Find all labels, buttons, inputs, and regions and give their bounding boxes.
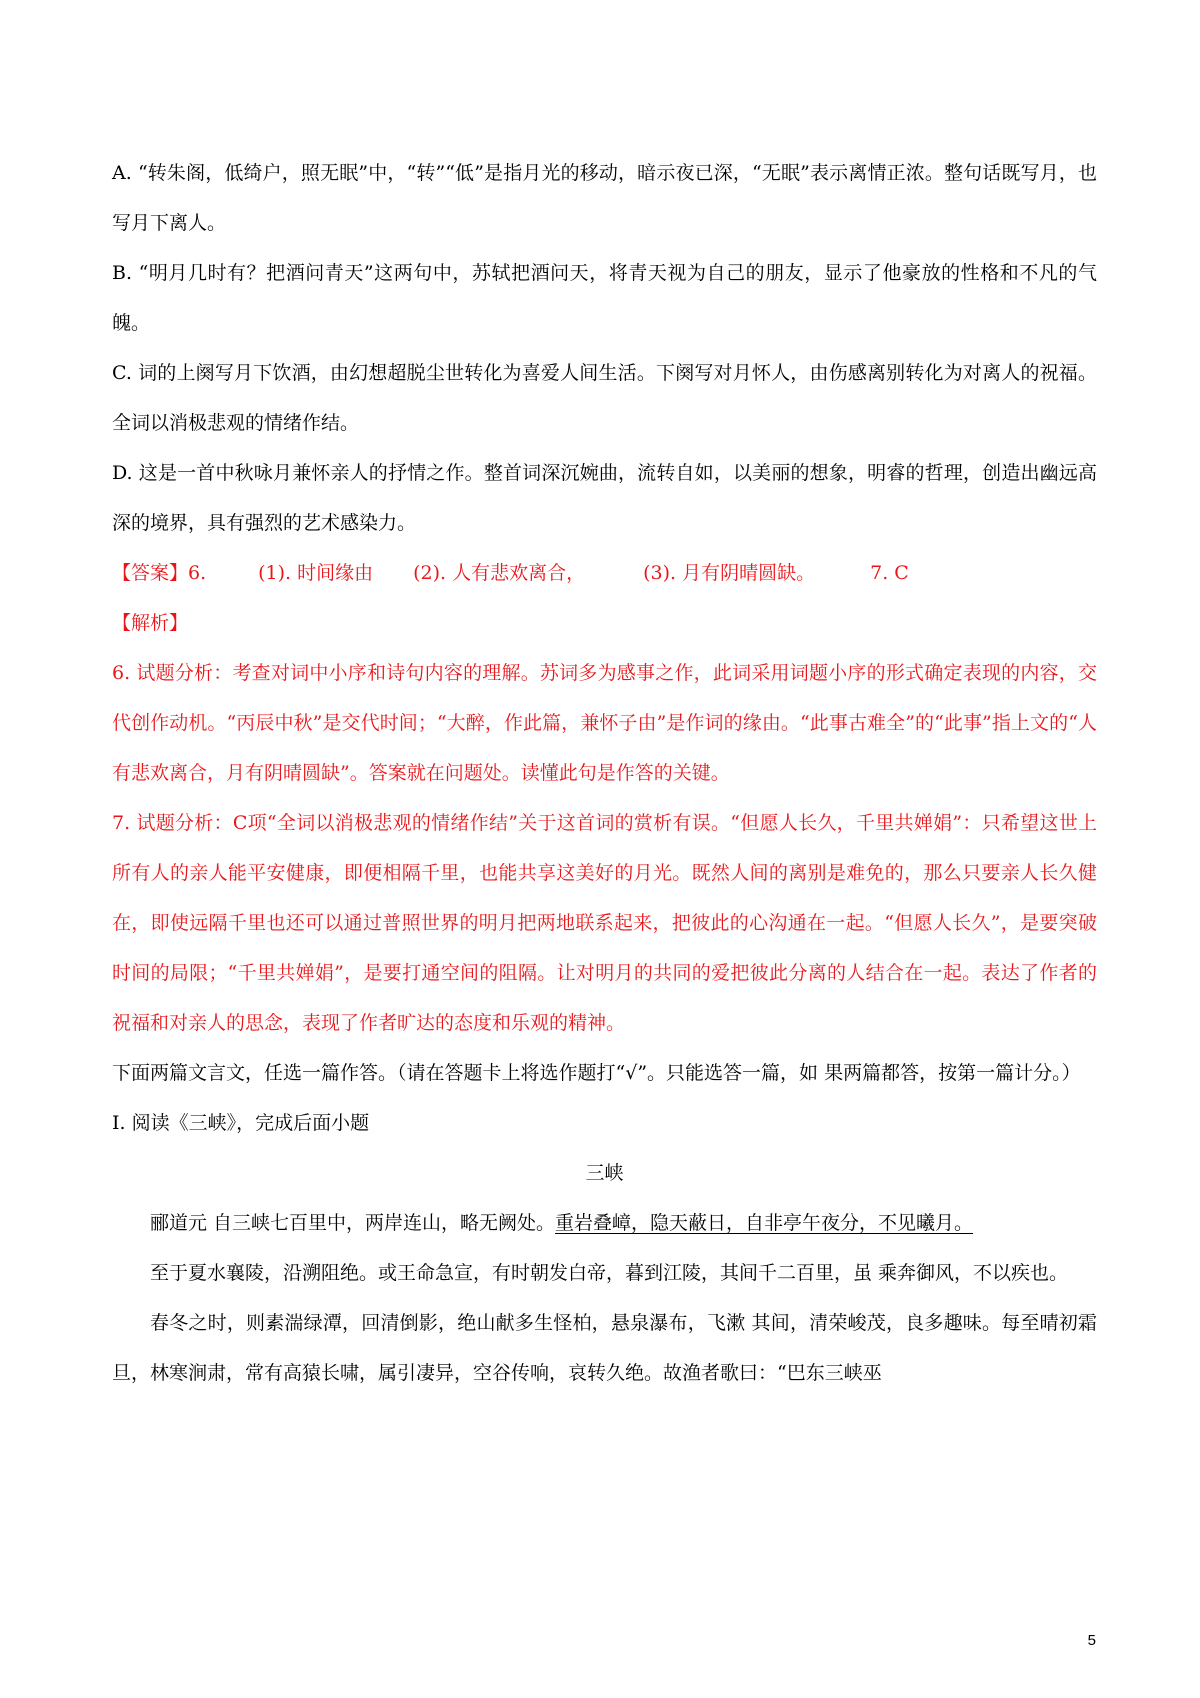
answer-item-4: 7. C [870, 562, 909, 584]
passage-p1-underlined: 重岩叠嶂，隐天蔽日，自非亭午夜分，不见曦月。 [555, 1212, 974, 1234]
answer-item-2: (2). 人有悲欢离合， [413, 562, 586, 584]
analysis-q7: 7. 试题分析：C项“全词以消极悲观的情绪作结”关于这首词的赏析有误。“但愿人长久，千里共婵娟”：只希望这世上所有人的亲人能平安健康，即便相隔千里，也能共享这美好的月光。既然人间的离别是难免的，那么只要亲人长久健在，即使远隔千里也还可以通过普照世界的明月把两地联系起来，把彼此的心沟通在一起。“但愿人长久”，是要突破时间的局限；“千里共婵娟”，是要打通空间的阻隔。让对明月的共同的爱把彼此分离的人结合在一起。表达了作者的祝福和对亲人的思念，表现了作者旷达的态度和乐观的精神。 [112, 812, 1097, 1034]
answer-item-3: (3). 月有阴晴圆缺。 [643, 562, 816, 584]
option-b: B. “明月几时有？把酒问青天”这两句中，苏轼把酒问天，将青天视为自己的朋友，显示了他豪放的性格和不凡的气魄。 [112, 262, 1097, 334]
passage-p1-plain: 郦道元 自三峡七百里中，两岸连山，略无阙处。 [150, 1212, 556, 1234]
instruction-text: 下面两篇文言文，任选一篇作答。（请在答题卡上将选作题打“√”。只能选答一篇，如 果两篇都答，按第一篇计分。） [112, 1062, 1081, 1084]
passage-title: 三峡 [585, 1162, 624, 1184]
answer-item-1: (1). 时间缘由 [258, 562, 374, 584]
page-content [112, 148, 1097, 1398]
answer-line [112, 548, 1097, 598]
passage-paragraph-2: 至于夏水襄陵，沿溯阻绝。或王命急宣，有时朝发白帝，暮到江陵，其间千二百里，虽 乘奔御风，不以疾也。 [150, 1262, 1069, 1284]
option-a: A. “转朱阁，低绮户，照无眠”中，“转”“低”是指月光的移动，暗示夜已深，“无眠”表示离情正浓。整句话既写月，也写月下离人。 [112, 162, 1097, 234]
option-c: C. 词的上阕写月下饮酒，由幻想超脱尘世转化为喜爱人间生活。下阕写对月怀人，由伤感离别转化为对离人的祝福。全词以消极悲观的情绪作结。 [112, 362, 1097, 434]
passage-paragraph-1 [112, 1198, 1097, 1248]
analysis-label: 【解析】 [112, 612, 189, 634]
answer-label: 【答案】6. [112, 562, 207, 584]
section-heading: Ⅰ. 阅读《三峡》，完成后面小题 [112, 1112, 370, 1134]
option-d: D. 这是一首中秋咏月兼怀亲人的抒情之作。整首词深沉婉曲，流转自如，以美丽的想象，明睿的哲理，创造出幽远高深的境界，具有强烈的艺术感染力。 [112, 462, 1097, 534]
analysis-q6: 6. 试题分析：考查对词中小序和诗句内容的理解。苏词多为感事之作，此词采用词题小序的形式确定表现的内容，交代创作动机。“丙辰中秋”是交代时间；“大醉，作此篇，兼怀子由”是作词的缘由。“此事古难全”的“此事”指上文的“人有悲欢离合，月有阴晴圆缺”。答案就在问题处。读懂此句是作答的关键。 [112, 662, 1097, 784]
passage-paragraph-3: 春冬之时，则素湍绿潭，回清倒影，绝山献多生怪柏，悬泉瀑布，飞漱 其间，清荣峻茂，良多趣味。每至晴初霜旦，林寒涧肃，常有高猿长啸，属引凄异，空谷传响，哀转久绝。故渔者歌曰：“巴东三峡巫 [112, 1312, 1097, 1384]
page-number: 5 [1087, 1632, 1096, 1649]
